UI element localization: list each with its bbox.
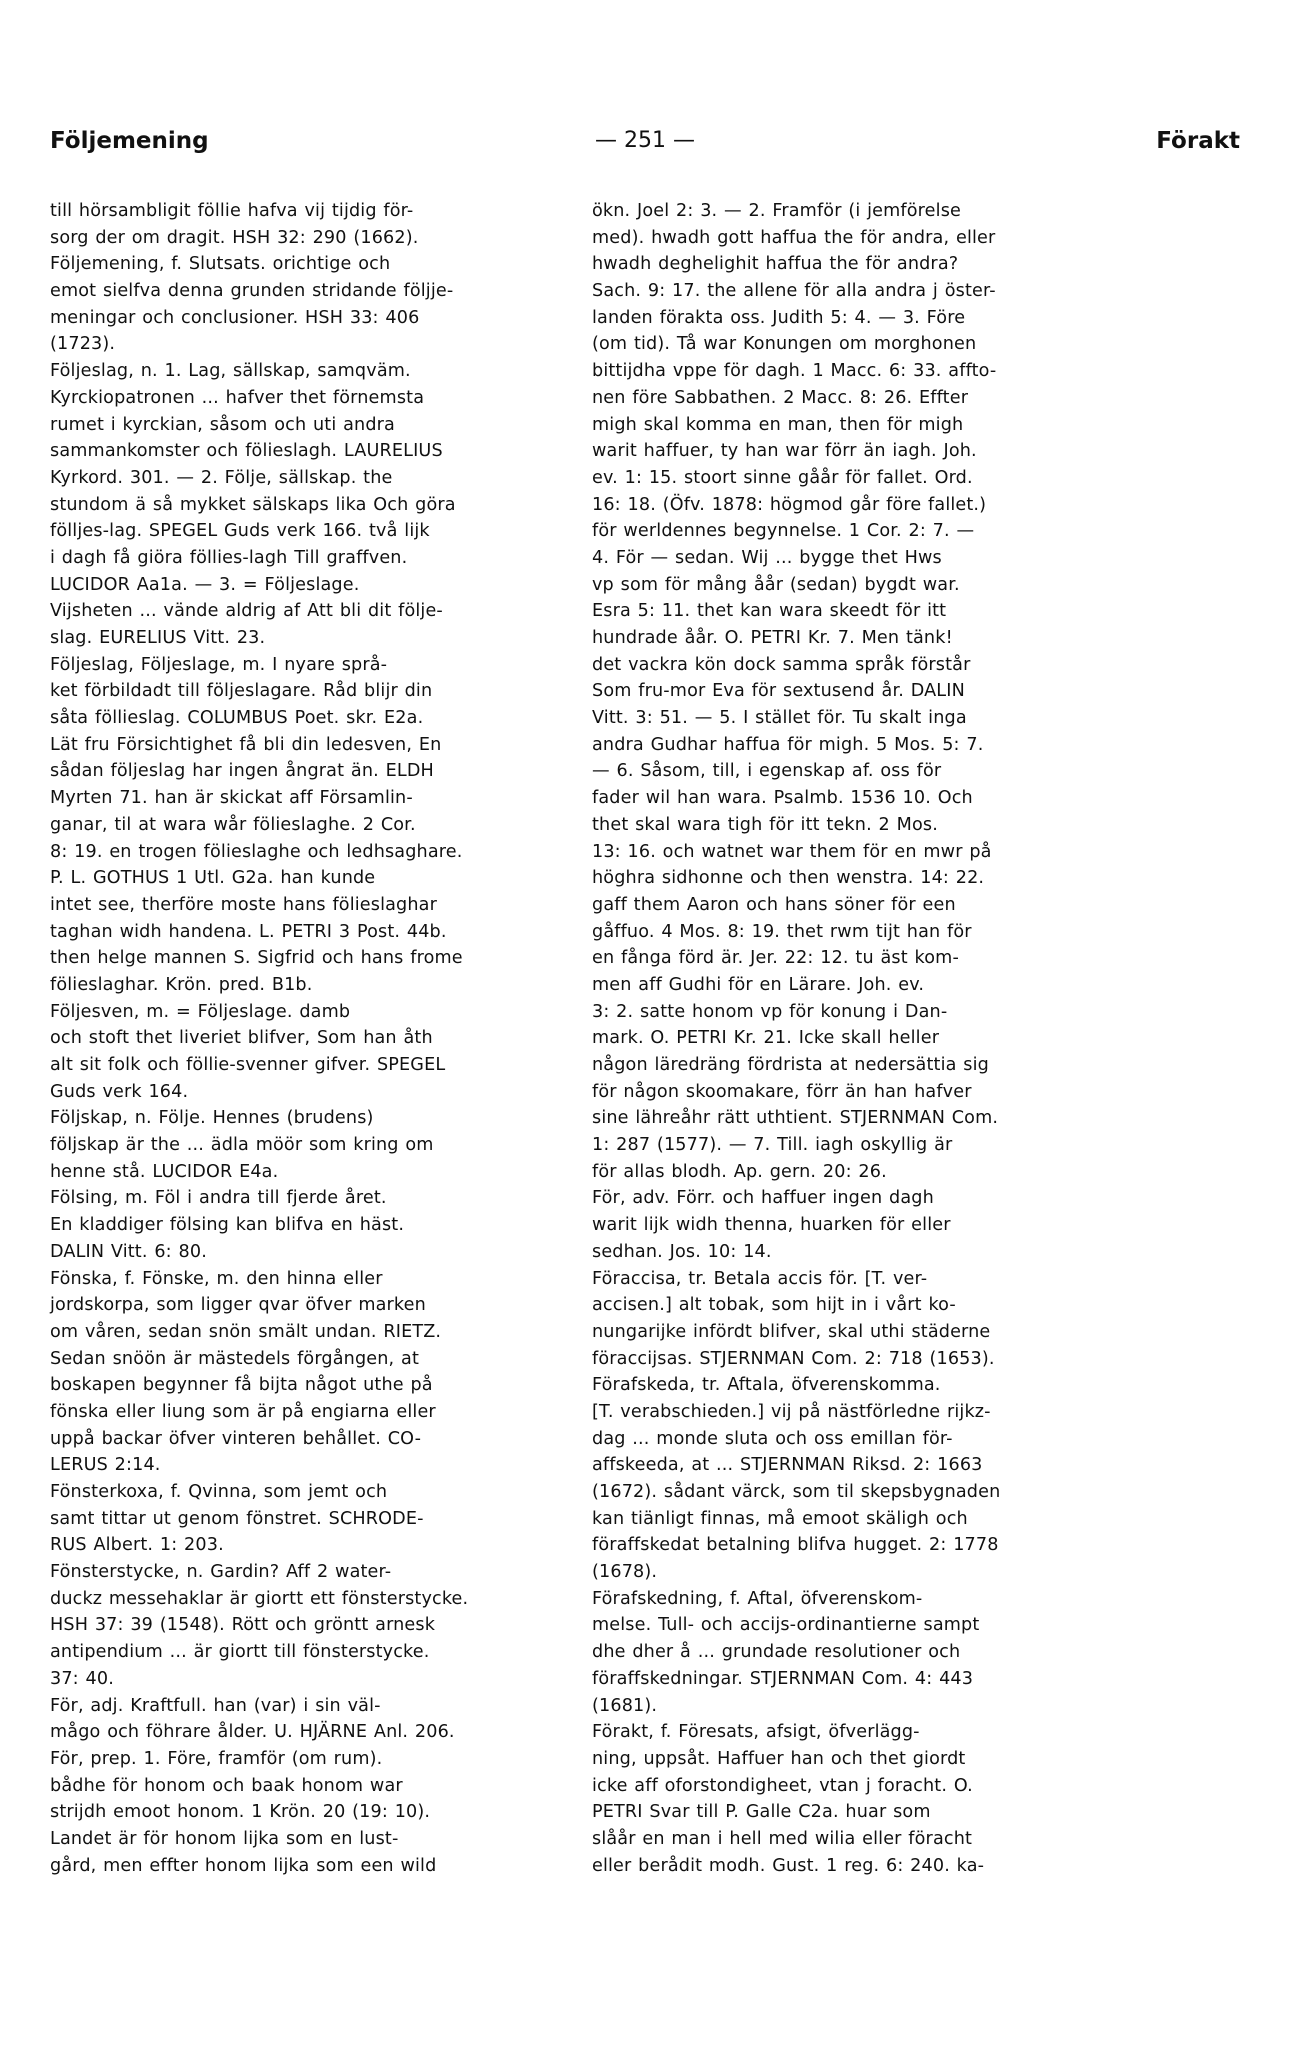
text-line: fader wil han wara. Psalmb. 1536 10. Och: [592, 788, 973, 809]
text-line: Förafskeda, tr. Aftala, öfverenskomma.: [592, 1375, 941, 1396]
text-line: meningar och conclusioner. HSH 33: 406: [50, 307, 420, 328]
text-line: Följesven, m. = Följeslage. damb: [50, 1001, 351, 1022]
text-line: höghra sidhonne och then wenstra. 14: 22.: [592, 868, 985, 889]
text-line: Guds verk 164.: [50, 1081, 189, 1102]
text-line: ning, uppsåt. Haffuer han och thet giordt: [592, 1748, 966, 1769]
text-line: dag ... monde sluta och oss emillan för-: [592, 1428, 953, 1449]
text-line: taghan widh handena. L. PETRI 3 Post. 44b.: [50, 921, 447, 942]
text-line: warit lijk widh thenna, huarken för eller: [592, 1215, 951, 1236]
text-line: gård, men effter honom lijka som een wild: [50, 1855, 437, 1876]
text-line: (om tid). Tå war Konungen om morghonen: [592, 334, 977, 355]
text-line: ket förbildadt till följeslagare. Råd blijr din: [50, 681, 433, 702]
text-line: men aff Gudhi för en Lärare. Joh. ev.: [592, 974, 925, 995]
text-line: eller berådit modh. Gust. 1 reg. 6: 240. ka-: [592, 1855, 985, 1876]
text-line: Fönsterstycke, n. Gardin? Aff 2 water-: [50, 1562, 392, 1583]
text-line: mågo och föhrare ålder. U. HJÄRNE Anl. 206.: [50, 1722, 455, 1743]
text-line: med). hwadh gott haffua the för andra, eller: [592, 227, 996, 248]
text-line: nungarijke infördt blifver, skal uthi städerne: [592, 1321, 991, 1342]
text-line: ökn. Joel 2: 3. — 2. Framför (i jemförelse: [592, 201, 961, 221]
text-line: För, prep. 1. Före, framför (om rum).: [50, 1748, 383, 1769]
text-line: Följskap, n. Följe. Hennes (brudens): [50, 1108, 374, 1129]
text-line: 8: 19. en trogen fölieslaghe och ledhsaghare.: [50, 841, 463, 862]
text-line: Myrten 71. han är skickat aff Församlin-: [50, 788, 413, 809]
text-line: det vackra kön dock samma språk förstår: [592, 654, 971, 675]
text-line: warit haffuer, ty han war förr än iagh. Joh.: [592, 441, 977, 462]
text-line: Förakt, f. Föresats, afsigt, öfverlägg-: [592, 1722, 920, 1743]
text-line: RUS Albert. 1: 203.: [50, 1535, 224, 1556]
text-line: sådan följeslag har ingen ångrat än. ELDH: [50, 761, 434, 782]
text-line: Föraccisa, tr. Betala accis för. [T. ver-: [592, 1268, 928, 1289]
text-line: (1672). sådant värck, som til skepsbygnaden: [592, 1482, 1001, 1502]
text-line: för någon skoomakare, förr än han hafver: [592, 1081, 972, 1102]
text-line: andra Gudhar haffua för migh. 5 Mos. 5: 7.: [592, 734, 984, 755]
text-line: 13: 16. och watnet war them för en mwr på: [592, 841, 992, 862]
text-line: hundrade åår. O. PETRI Kr. 7. Men tänk!: [592, 628, 953, 648]
header-first-entry: Följemening: [50, 128, 209, 154]
text-line: then helge mannen S. Sigfrid och hans frome: [50, 948, 463, 969]
text-line: till hörsambligit föllie hafva vij tijdig för-: [50, 201, 414, 221]
text-line: någon läredräng fördrista at nedersättia sig: [592, 1055, 989, 1075]
text-line: landen föraktа oss. Judith 5: 4. — 3. Före: [592, 307, 966, 328]
text-line: Fölsing, m. Föl i andra till fjerde året.: [50, 1188, 387, 1209]
text-line: Följeslag, Följeslage, m. I nyare språ-: [50, 654, 388, 675]
text-line: Vijsheten ... vände aldrig af Att bli dit följe-: [50, 601, 443, 622]
text-line: [T. verabschieden.] vij på nästförledne rijkz-: [592, 1401, 991, 1422]
text-line: fölieslaghar. Krön. pred. B1b.: [50, 974, 313, 995]
text-line: uppå backar öfver vinteren behållet. CO-: [50, 1428, 422, 1449]
text-line: LUCIDOR Aa1a. — 3. = Följeslage.: [50, 574, 360, 595]
text-line: (1723).: [50, 334, 116, 355]
text-line: Sedan snöön är mästedels förgången, at: [50, 1348, 420, 1369]
text-line: P. L. GOTHUS 1 Utl. G2a. han kunde: [50, 868, 376, 889]
text-line: föraffskedat betalning blifva hugget. 2: 1778: [592, 1535, 999, 1556]
text-line: ganar, til at wara wår fölieslaghe. 2 Cor.: [50, 814, 416, 835]
text-line: emot sielfva denna grunden stridande följje-: [50, 281, 454, 302]
text-line: icke aff oforstondigheet, vtan j foracht. O.: [592, 1775, 973, 1796]
text-line: föraccijsas. STJERNMAN Com. 2: 718 (1653).: [592, 1348, 995, 1369]
text-line: fönska eller liung som är på engiarna eller: [50, 1401, 436, 1422]
text-line: (1678).: [592, 1562, 658, 1583]
text-line: kan tiänligt finnas, må emoot skäligh och: [592, 1508, 968, 1529]
page-header: [50, 128, 1240, 164]
text-line: slåår en man i hell med wilia eller föracht: [592, 1828, 973, 1849]
header-last-entry: Förakt: [1156, 128, 1240, 154]
text-line: HSH 37: 39 (1548). Rött och gröntt arnesk: [50, 1615, 436, 1636]
text-line: Kyrckiopatronen ... hafver thet förnemsta: [50, 387, 425, 408]
text-line: Vitt. 3: 51. — 5. I stället för. Tu skalt inga: [592, 708, 967, 729]
page-number: — 251 —: [595, 128, 695, 153]
text-line: Sach. 9: 17. the allene för alla andra j öster-: [592, 281, 996, 302]
text-line: En kladdiger fölsing kan blifva en häst.: [50, 1215, 405, 1236]
left-column: [50, 198, 574, 1879]
text-line: Landet är för honom lijka som en lust-: [50, 1828, 399, 1849]
text-line: gaff them Aaron och hans söner för een: [592, 894, 956, 915]
text-line: melse. Tull- och accijs-ordinantierne sampt: [592, 1615, 980, 1636]
text-line: rumet i kyrckian, såsom och uti andra: [50, 414, 395, 435]
right-column: [592, 198, 1116, 1879]
text-line: för werldennes begynnelse. 1 Cor. 2: 7. —: [592, 521, 975, 542]
text-line: ev. 1: 15. stoort sinne gåår för fallet. Ord.: [592, 467, 973, 488]
text-line: och stoft thet liveriet blifver, Som han åth: [50, 1028, 433, 1049]
text-line: Följeslag, n. 1. Lag, sällskap, samqväm.: [50, 361, 411, 382]
text-line: nen före Sabbathen. 2 Macc. 8: 26. Effter: [592, 387, 969, 408]
text-line: hwadh deghelighit haffua the för andra?: [592, 254, 959, 275]
text-line: DALIN Vitt. 6: 80.: [50, 1241, 207, 1262]
text-line: Kyrkord. 301. — 2. Följe, sällskap. the: [50, 467, 393, 488]
text-line: För, adv. Förr. och haffuer ingen dagh: [592, 1188, 934, 1209]
text-line: duckz messehaklar är giortt ett fönsterstycke.: [50, 1588, 469, 1609]
text-line: jordskorpa, som ligger qvar öfver marken: [50, 1295, 426, 1316]
text-line: samt tittar ut genom fönstret. SCHRODE-: [50, 1508, 424, 1529]
text-line: accisen.] alt tobak, som hijt in i vårt ko-: [592, 1295, 956, 1316]
text-line: fölljes-lag. SPEGEL Guds verk 166. två lijk: [50, 521, 430, 542]
text-line: 37: 40.: [50, 1668, 114, 1689]
text-line: För, adj. Kraftfull. han (var) i sin väl-: [50, 1695, 381, 1716]
text-line: (1681).: [592, 1695, 658, 1716]
text-line: LERUS 2:14.: [50, 1455, 161, 1476]
text-line: alt sit folk och föllie-svenner gifver. SPEGEL: [50, 1055, 446, 1075]
text-line: Esra 5: 11. thet kan wara skeedt för itt: [592, 601, 947, 622]
text-line: strijdh emoot honom. 1 Krön. 20 (19: 10).: [50, 1802, 431, 1823]
text-line: Som fru-mor Eva för sextusend år. DALIN: [592, 681, 965, 702]
text-line: antipendium ... är giortt till fönsterstycke.: [50, 1642, 430, 1663]
text-line: henne stå. LUCIDOR E4a.: [50, 1161, 279, 1182]
text-line: 16: 18. (Öfv. 1878: högmod går före fallet.): [592, 494, 987, 515]
text-line: i dagh få giöra föllies-lagh Till graffven.: [50, 547, 408, 568]
text-line: sine lähreåhr rätt uthtient. STJERNMAN Com.: [592, 1108, 999, 1129]
text-line: Lät fru Försichtighet få bli din ledesven, En: [50, 734, 442, 755]
text-line: Förafskedning, f. Aftal, öfverenskom-: [592, 1588, 923, 1609]
text-line: sammankomster och fölieslagh. LAURELIUS: [50, 441, 443, 462]
text-line: om våren, sedan snön smält undan. RIETZ.: [50, 1321, 442, 1342]
text-line: sedhan. Jos. 10: 14.: [592, 1241, 772, 1262]
text-line: PETRI Svar till P. Galle C2a. huar som: [592, 1802, 931, 1823]
text-line: 4. För — sedan. Wij ... bygge thet Hws: [592, 547, 942, 568]
text-line: boskapen begynner få bijta något uthe på: [50, 1375, 433, 1396]
text-line: Fönska, f. Fönske, m. den hinna eller: [50, 1268, 383, 1289]
text-line: 1: 287 (1577). — 7. Till. iagh oskyllig är: [592, 1135, 953, 1156]
text-line: affskeeda, at ... STJERNMAN Riksd. 2: 1663: [592, 1455, 983, 1476]
text-line: följskap är the ... ädla möör som kring om: [50, 1135, 434, 1156]
text-line: såta föllieslag. COLUMBUS Poet. skr. E2a.: [50, 708, 424, 729]
text-line: sorg der om dragit. HSH 32: 290 (1662).: [50, 227, 419, 248]
text-line: thet skal wara tigh för itt tekn. 2 Mos.: [592, 814, 938, 835]
text-line: gåffuo. 4 Mos. 8: 19. thet rwm tijt han för: [592, 921, 972, 942]
text-line: — 6. Såsom, till, i egenskap af. oss för: [592, 761, 942, 782]
text-line: bådhe för honom och baak honom war: [50, 1775, 403, 1796]
text-line: en fånga förd är. Jer. 22: 12. tu äst kom-: [592, 948, 959, 969]
text-line: dhe dher å ... grundade resolutioner och: [592, 1642, 961, 1663]
text-line: Följemening, f. Slutsats. orichtige och: [50, 254, 391, 275]
text-line: bittijdha vppe för dagh. 1 Macc. 6: 33. affto-: [592, 361, 997, 382]
text-line: stundom ä så mykket sälskaps lika Och göra: [50, 494, 456, 515]
text-line: migh skal komma en man, then för migh: [592, 414, 964, 435]
text-line: Fönsterkoxa, f. Qvinna, som jemt och: [50, 1482, 388, 1502]
text-line: föraffskedningar. STJERNMAN Com. 4: 443: [592, 1668, 974, 1689]
text-line: slag. EURELIUS Vitt. 23.: [50, 628, 266, 648]
text-line: mark. O. PETRI Kr. 21. Icke skall heller: [592, 1028, 940, 1049]
text-line: 3: 2. satte honom vp för konung i Dan-: [592, 1001, 948, 1022]
text-line: för allas blodh. Ap. gern. 20: 26.: [592, 1161, 887, 1182]
text-line: intet see, therföre moste hans fölieslaghar: [50, 894, 437, 915]
text-line: vp som för mång åår (sedan) bygdt war.: [592, 574, 960, 595]
